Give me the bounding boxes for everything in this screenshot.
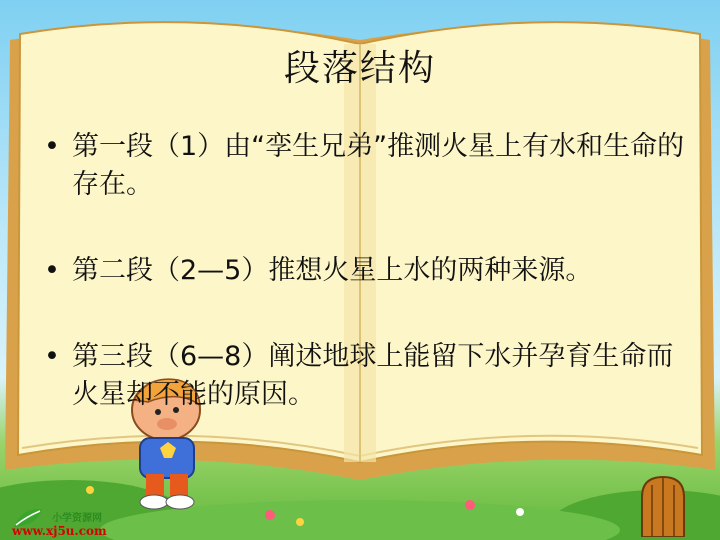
watermark-url[interactable]: www.xj5u.com — [12, 524, 107, 538]
bullet-item-1: • 第一段（1）由“孪生兄弟”推测火星上有水和生命的存在。 — [40, 128, 690, 204]
bullet-item-2: • 第二段（2—5）推想火星上水的两种来源。 — [40, 252, 690, 290]
bullet-item-3: • 第三段（6—8）阐述地球上能留下水并孕育生命而火星却不能的原因。 — [40, 338, 690, 414]
bullet-list — [40, 128, 690, 414]
leaf-logo-icon — [12, 505, 46, 531]
slide-title: 段落结构 — [283, 48, 436, 89]
watermark-site-name: 小学资源网 — [52, 513, 102, 524]
site-watermark — [12, 509, 107, 538]
